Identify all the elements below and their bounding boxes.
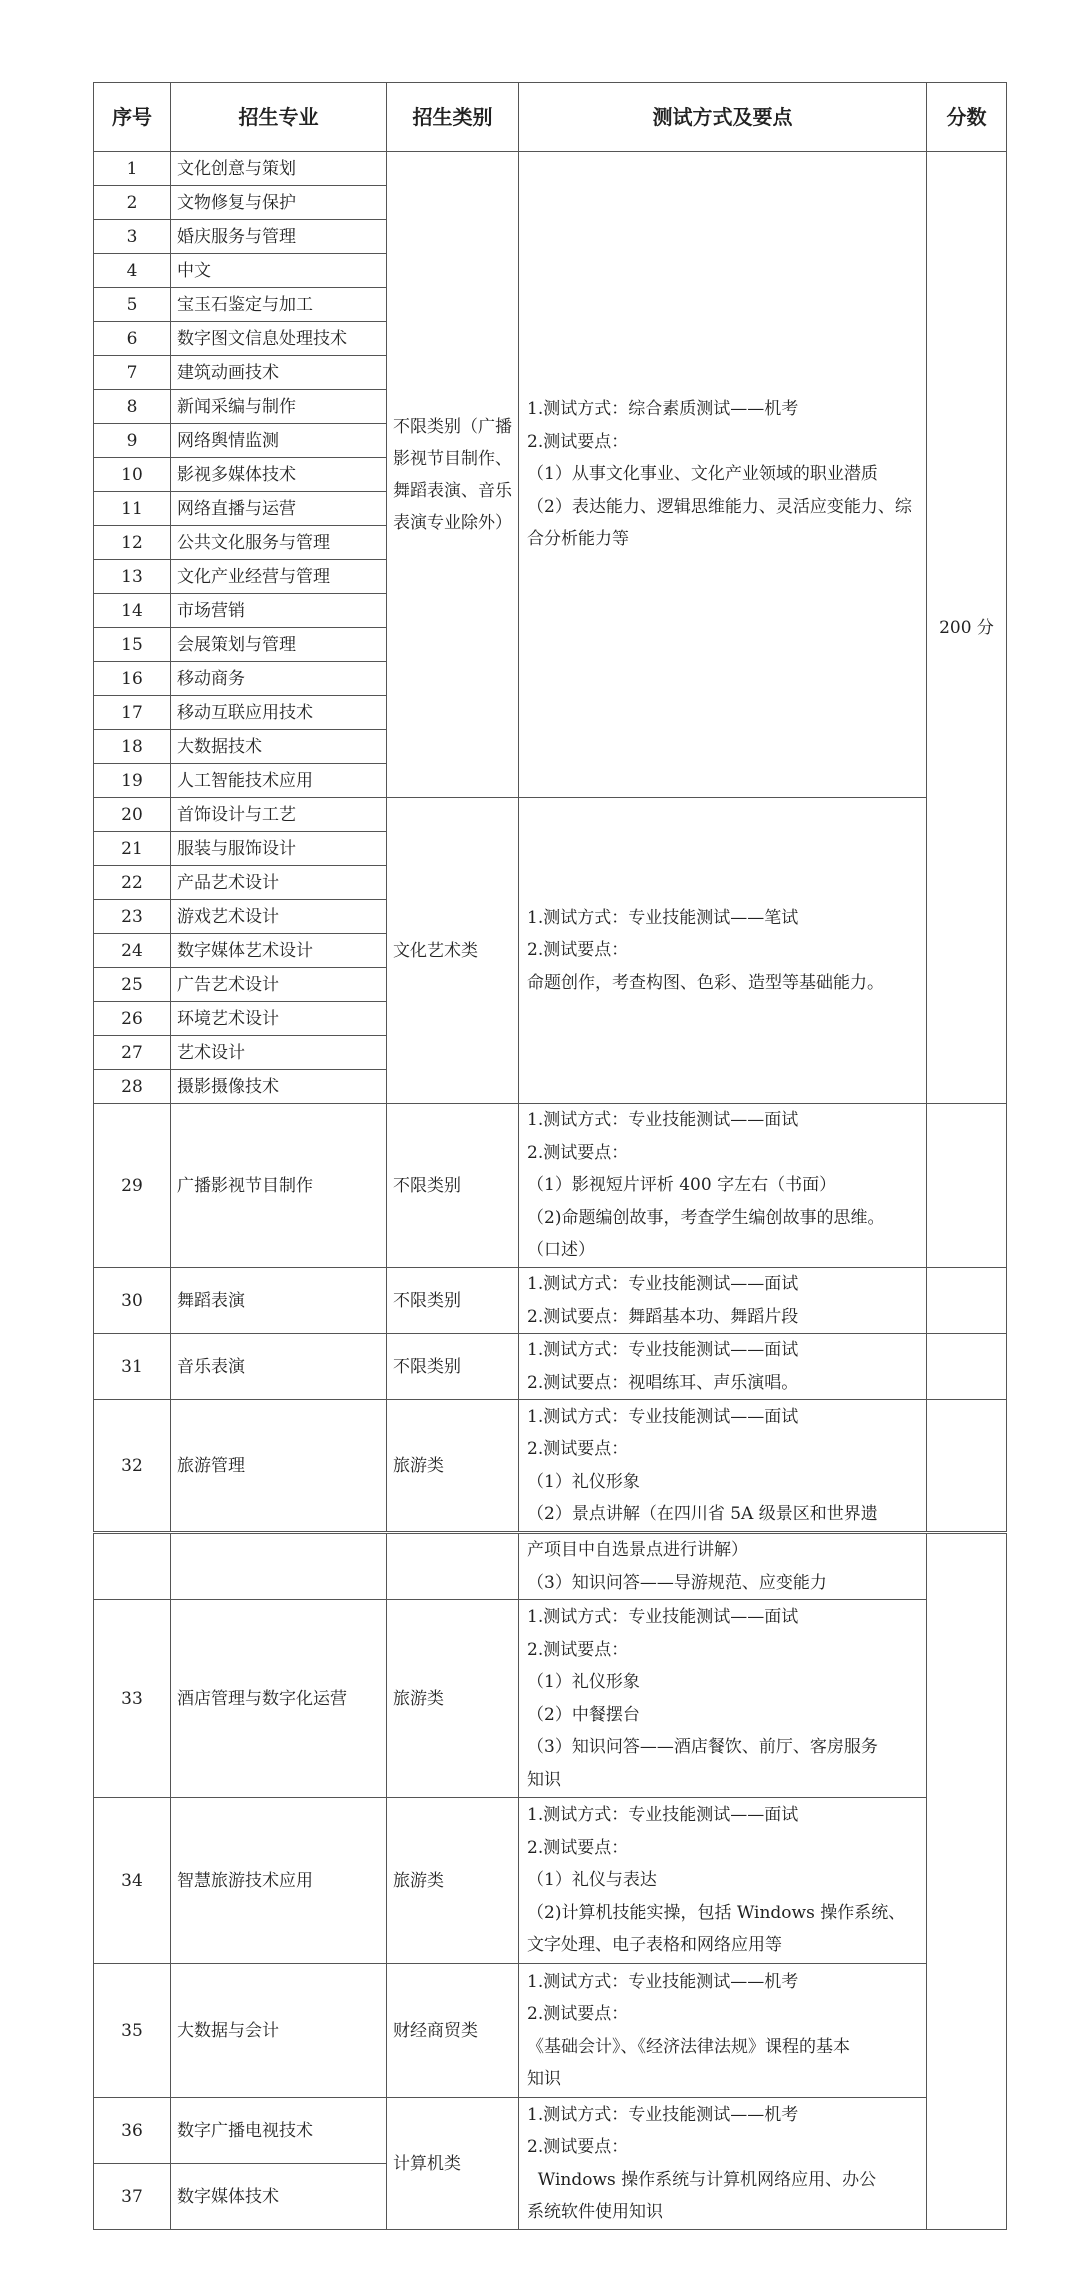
- major-name: 新闻采编与制作: [171, 390, 387, 424]
- row-number: 18: [94, 730, 171, 764]
- row-number: 32: [94, 1400, 171, 1532]
- row-number: 8: [94, 390, 171, 424]
- method-line: 1.测试方式：专业技能测试——面试: [527, 1805, 799, 1826]
- method-line: 1.测试方式：专业技能测试——面试: [527, 1607, 799, 1627]
- method-line: 2.测试要点：: [527, 940, 629, 961]
- row-number: 33: [94, 1600, 171, 1798]
- method-line: 1.测试方式：专业技能测试——面试: [527, 1406, 799, 1427]
- table-row: [94, 1600, 1007, 1798]
- row-number: 29: [94, 1104, 171, 1268]
- major-name: 中文: [171, 254, 387, 288]
- table-row: [94, 1400, 1007, 1532]
- method-cell: [519, 1964, 927, 2098]
- major-name: 网络舆情监测: [171, 424, 387, 458]
- row-number: 13: [94, 560, 171, 594]
- major-name: 首饰设计与工艺: [171, 798, 387, 832]
- major-name: 舞蹈表演: [171, 1268, 387, 1334]
- major-name: 智慧旅游技术应用: [171, 1798, 387, 1964]
- major-name: 文化创意与策划: [171, 152, 387, 186]
- method-line: 1.测试方式：专业技能测试——机考: [527, 2104, 799, 2125]
- row-number: 1: [94, 152, 171, 186]
- header-method: 测试方式及要点: [519, 83, 927, 152]
- method-line: （1）礼仪与表达: [527, 1870, 657, 1891]
- category-cell: 计算机类: [387, 2098, 519, 2230]
- major-name: 广播影视节目制作: [171, 1104, 387, 1268]
- method-line: （1）从事文化事业、文化产业领域的职业潜质: [527, 464, 878, 485]
- score-cell-empty: [927, 1400, 1007, 1532]
- method-line: （1）影视短片评析 400 字左右（书面）: [527, 1175, 837, 1196]
- row-number: 9: [94, 424, 171, 458]
- row-number: 21: [94, 832, 171, 866]
- row-number: 3: [94, 220, 171, 254]
- header-no: 序号: [94, 83, 171, 152]
- row-number: 24: [94, 934, 171, 968]
- major-name: 服装与服饰设计: [171, 832, 387, 866]
- method-line: 2.测试要点：: [527, 1639, 629, 1660]
- method-line: （3）知识问答——导游规范、应变能力: [527, 1572, 827, 1593]
- method-line: Windows 操作系统与计算机网络应用、办公: [527, 2169, 877, 2190]
- method-line: （2)计算机技能实操，包括 Windows 操作系统、: [527, 1902, 906, 1923]
- table-row: [94, 2098, 1007, 2164]
- method-line: 命题创作，考查构图、色彩、造型等基础能力。: [527, 972, 884, 993]
- row-number: 28: [94, 1070, 171, 1104]
- method-line: 2.测试要点：: [527, 1837, 629, 1858]
- row-number: 31: [94, 1334, 171, 1400]
- row-number: 30: [94, 1268, 171, 1334]
- row-number: 17: [94, 696, 171, 730]
- major-name: 网络直播与运营: [171, 492, 387, 526]
- row-number: 5: [94, 288, 171, 322]
- major-name: 数字广播电视技术: [171, 2098, 387, 2164]
- row-number: 35: [94, 1964, 171, 2098]
- method-cell: [519, 1534, 927, 1600]
- row-number: 2: [94, 186, 171, 220]
- score-cell-empty: [927, 1268, 1007, 1334]
- table-row: [94, 1334, 1007, 1400]
- score-cell-empty: [927, 1534, 1007, 2230]
- method-line: 1.测试方式：专业技能测试——面试: [527, 1340, 799, 1360]
- table-row: [94, 1104, 1007, 1268]
- row-number: 36: [94, 2098, 171, 2164]
- row-number: 34: [94, 1798, 171, 1964]
- category-cell: 旅游类: [387, 1400, 519, 1532]
- major-name: 人工智能技术应用: [171, 764, 387, 798]
- major-name: 环境艺术设计: [171, 1002, 387, 1036]
- major-name: 影视多媒体技术: [171, 458, 387, 492]
- major-name: 公共文化服务与管理: [171, 526, 387, 560]
- method-cell: [519, 1600, 927, 1798]
- major-name: 音乐表演: [171, 1334, 387, 1400]
- row-number: 20: [94, 798, 171, 832]
- admission-table-page1: [93, 82, 1007, 1532]
- category-cell: 财经商贸类: [387, 1964, 519, 2098]
- major-name: 数字媒体艺术设计: [171, 934, 387, 968]
- row-number: 25: [94, 968, 171, 1002]
- method-line: 1.测试方式：专业技能测试——面试: [527, 1274, 799, 1294]
- category-cell: 不限类别: [387, 1268, 519, 1334]
- major-name: 移动互联应用技术: [171, 696, 387, 730]
- row-number: 22: [94, 866, 171, 900]
- table-row: [94, 798, 1007, 832]
- row-number: 12: [94, 526, 171, 560]
- method-line: 1.测试方式：专业技能测试——机考: [527, 1971, 799, 1992]
- method-line: （2）表达能力、逻辑思维能力、灵活应变能力、综合分析能力等: [527, 496, 912, 550]
- method-line: 2.测试要点：: [527, 2004, 629, 2024]
- method-line: （口述）: [527, 1240, 595, 1261]
- method-line: （3）知识问答——酒店餐饮、前厅、客房服务: [527, 1737, 878, 1757]
- row-number: 16: [94, 662, 171, 696]
- major-name: 文物修复与保护: [171, 186, 387, 220]
- method-cell: [519, 152, 927, 798]
- method-cell: [519, 1400, 927, 1532]
- method-cell: [519, 1268, 927, 1334]
- header-category: 招生类别: [387, 83, 519, 152]
- method-line: 2.测试要点：: [527, 431, 629, 452]
- method-line: 知识: [527, 1769, 561, 1790]
- method-line: 2.测试要点：: [527, 1439, 629, 1459]
- major-name: 产品艺术设计: [171, 866, 387, 900]
- header-score: 分数: [927, 83, 1007, 152]
- admission-table-page2: [93, 1533, 1007, 2230]
- row-number: 4: [94, 254, 171, 288]
- method-line: （1）礼仪形象: [527, 1672, 640, 1692]
- row-number: 15: [94, 628, 171, 662]
- row-number: 26: [94, 1002, 171, 1036]
- category-cell-empty: [387, 1534, 519, 1600]
- score-cell: 200 分: [927, 152, 1007, 1104]
- method-line: （1）礼仪形象: [527, 1471, 640, 1492]
- row-number: 14: [94, 594, 171, 628]
- major-name: 大数据与会计: [171, 1964, 387, 2098]
- row-number: 7: [94, 356, 171, 390]
- table-row: [94, 1798, 1007, 1964]
- major-name: 宝玉石鉴定与加工: [171, 288, 387, 322]
- method-cell: [519, 1334, 927, 1400]
- category-text: 不限类别（广播影视节目制作、舞蹈表演、音乐表演专业除外）: [393, 416, 512, 533]
- method-cell: [519, 2098, 927, 2230]
- major-name: 大数据技术: [171, 730, 387, 764]
- method-line: （2）中餐摆台: [527, 1704, 640, 1725]
- category-cell: 不限类别: [387, 1334, 519, 1400]
- major-name: 艺术设计: [171, 1036, 387, 1070]
- method-line: 1.测试方式：专业技能测试——面试: [527, 1110, 799, 1131]
- method-cell: [519, 1104, 927, 1268]
- table-row: [94, 152, 1007, 186]
- row-number: 27: [94, 1036, 171, 1070]
- method-line: 2.测试要点：舞蹈基本功、舞蹈片段: [527, 1306, 799, 1327]
- method-cell: [519, 1798, 927, 1964]
- major-name: 建筑动画技术: [171, 356, 387, 390]
- major-name: 广告艺术设计: [171, 968, 387, 1002]
- method-line: 系统软件使用知识: [527, 2202, 663, 2222]
- table-row: [94, 1964, 1007, 2098]
- category-cell: [387, 152, 519, 798]
- row-number: 10: [94, 458, 171, 492]
- method-line: 《基础会计》、《经济法律法规》课程的基本: [527, 2036, 850, 2057]
- major-name: 移动商务: [171, 662, 387, 696]
- header-major: 招生专业: [171, 83, 387, 152]
- method-line: 2.测试要点：视唱练耳、声乐演唱。: [527, 1372, 799, 1393]
- table-row: [94, 1268, 1007, 1334]
- major-name: 旅游管理: [171, 1400, 387, 1532]
- row-number: 6: [94, 322, 171, 356]
- method-line: 1.测试方式：综合素质测试——机考: [527, 399, 799, 420]
- method-line: 2.测试要点：: [527, 2137, 629, 2157]
- major-name: 酒店管理与数字化运营: [171, 1600, 387, 1798]
- major-name: 摄影摄像技术: [171, 1070, 387, 1104]
- row-number-empty: [94, 1534, 171, 1600]
- method-line: 文字处理、电子表格和网络应用等: [527, 1935, 782, 1956]
- major-name-empty: [171, 1534, 387, 1600]
- row-number: 19: [94, 764, 171, 798]
- score-cell-empty: [927, 1334, 1007, 1400]
- major-name: 游戏艺术设计: [171, 900, 387, 934]
- method-cell: [519, 798, 927, 1104]
- method-line: 1.测试方式：专业技能测试——笔试: [527, 907, 799, 928]
- score-cell-empty: [927, 1104, 1007, 1268]
- method-line: 2.测试要点：: [527, 1142, 629, 1163]
- method-line: （2)命题编创故事，考查学生编创故事的思维。: [527, 1207, 885, 1228]
- row-number: 11: [94, 492, 171, 526]
- table-row-continued: [94, 1534, 1007, 1600]
- category-cell: 不限类别: [387, 1104, 519, 1268]
- row-number: 37: [94, 2164, 171, 2230]
- major-name: 会展策划与管理: [171, 628, 387, 662]
- category-cell: 旅游类: [387, 1798, 519, 1964]
- method-line: （2）景点讲解（在四川省 5A 级景区和世界遗: [527, 1504, 878, 1524]
- major-name: 市场营销: [171, 594, 387, 628]
- major-name: 数字图文信息处理技术: [171, 322, 387, 356]
- major-name: 数字媒体技术: [171, 2164, 387, 2230]
- table-header-row: [94, 83, 1007, 152]
- major-name: 婚庆服务与管理: [171, 220, 387, 254]
- method-line: 知识: [527, 2069, 561, 2089]
- major-name: 文化产业经营与管理: [171, 560, 387, 594]
- method-line: 产项目中自选景点进行讲解）: [527, 1540, 748, 1560]
- category-cell: 旅游类: [387, 1600, 519, 1798]
- row-number: 23: [94, 900, 171, 934]
- category-cell: 文化艺术类: [387, 798, 519, 1104]
